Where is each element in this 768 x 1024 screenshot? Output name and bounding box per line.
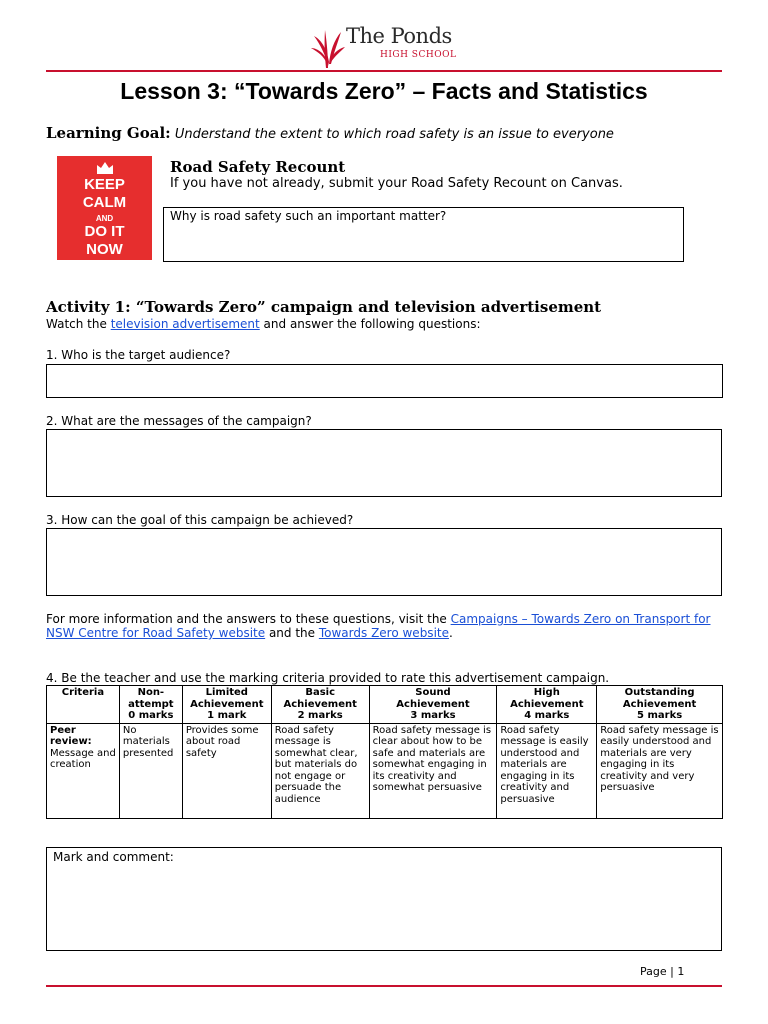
activity-title: Activity 1: “Towards Zero” campaign and television advertisement — [46, 298, 602, 316]
recount-answer-box[interactable] — [163, 207, 684, 262]
header-basic: Basic Achievement 2 marks — [271, 686, 369, 724]
footer-rule — [46, 985, 722, 987]
school-logo — [310, 22, 470, 70]
activity-instructions — [46, 317, 481, 331]
header-criteria: Criteria — [47, 686, 120, 724]
logo-title: The Ponds — [346, 24, 452, 48]
header-sound: Sound Achievement 3 marks — [369, 686, 497, 724]
mark-box-label: Mark and comment: — [53, 850, 174, 864]
learning-goal-text: Understand the extent to which road safety is an issue to everyone — [174, 127, 614, 142]
towards-zero-website-link[interactable]: Towards Zero website — [318, 626, 449, 640]
recount-box-prompt: Why is road safety such an important matter? — [170, 209, 447, 223]
info-text: and the — [265, 626, 319, 640]
table-cell: Road safety message is somewhat clear, but materials do not engage or persuade the audience — [271, 723, 369, 818]
recount-title: Road Safety Recount — [170, 158, 346, 176]
question-1: 1. Who is the target audience? — [46, 348, 231, 362]
table-cell: Road safety message is easily understood and materials are very engaging in its creativity and very persuasive — [597, 723, 723, 818]
info-text: . — [448, 626, 453, 640]
info-text: For more information and the answers to these questions, visit the — [46, 612, 451, 626]
instruction-text: and answer the following questions: — [259, 317, 481, 331]
question-3: 3. How can the goal of this campaign be achieved? — [46, 513, 354, 527]
header-high: High Achievement 4 marks — [497, 686, 597, 724]
recount-text: If you have not already, submit your Road Safety Recount on Canvas. — [170, 176, 623, 191]
more-info-paragraph — [46, 612, 726, 640]
logo-subtitle: HIGH SCHOOL — [380, 50, 457, 60]
header-outstanding: Outstanding Achievement 5 marks — [597, 686, 723, 724]
crown-icon — [95, 160, 115, 174]
table-header-row — [47, 686, 723, 724]
poster-line: KEEP — [84, 176, 125, 193]
page-number: Page | 1 — [640, 965, 685, 978]
table-cell: No materials presented — [119, 723, 182, 818]
answer-box-2[interactable] — [46, 429, 722, 497]
page-title: Lesson 3: “Towards Zero” – Facts and Statistics — [120, 78, 648, 104]
poster-line: DO IT — [84, 223, 125, 240]
header-rule — [46, 70, 722, 72]
poster-line: CALM — [82, 194, 127, 211]
answer-box-1[interactable] — [46, 364, 723, 398]
learning-goal-label: Learning Goal: — [46, 124, 171, 142]
table-cell: Road safety message is clear about how to be safe and materials are somewhat engaging in its creativity and somewhat persuasive — [369, 723, 497, 818]
header-non-attempt: Non- attempt 0 marks — [119, 686, 182, 724]
table-row — [47, 723, 723, 818]
row-header-peer-review: Peer review: Message and creation — [47, 723, 120, 818]
instruction-text: Watch the — [46, 317, 111, 331]
poster-line: AND — [95, 214, 114, 223]
mark-and-comment-box[interactable] — [46, 847, 722, 951]
learning-goal — [46, 124, 614, 142]
question-2: 2. What are the messages of the campaign? — [46, 414, 312, 428]
marking-criteria-table — [46, 685, 723, 819]
answer-box-3[interactable] — [46, 528, 722, 596]
question-4: 4. Be the teacher and use the marking criteria provided to rate this advertisement campaign. — [46, 671, 610, 685]
keep-calm-poster — [57, 156, 152, 260]
poster-line: NOW — [86, 241, 123, 258]
television-advertisement-link[interactable]: television advertisement — [110, 317, 260, 331]
campaigns-towards-zero-link[interactable]: Campaigns – Towards Zero on Transport for NSW Centre for Road Safety website — [46, 612, 711, 640]
table-cell: Road safety message is easily understood and materials are engaging in its creativity and persuasive — [497, 723, 597, 818]
header-limited: Limited Achievement 1 mark — [182, 686, 271, 724]
flower-logo-icon — [310, 22, 346, 70]
table-cell: Provides some about road safety — [182, 723, 271, 818]
